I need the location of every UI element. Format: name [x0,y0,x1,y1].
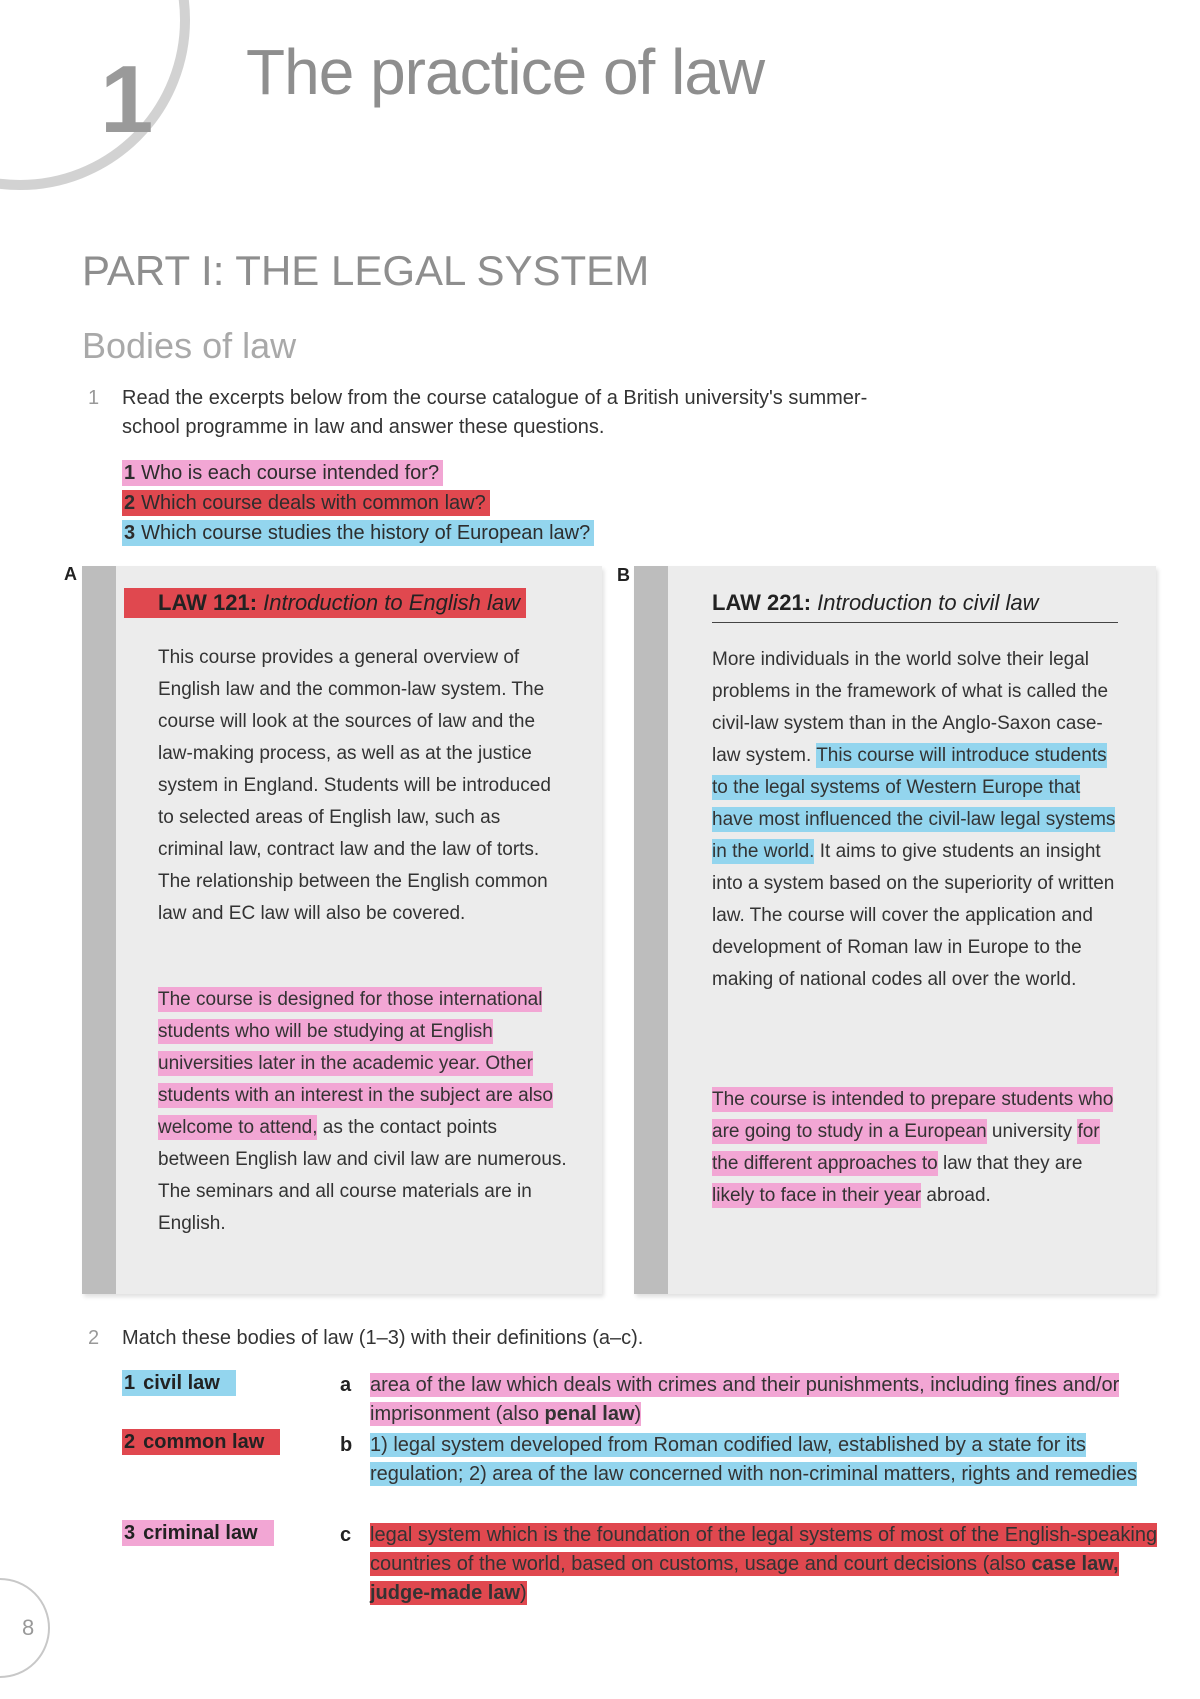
exercise-2-number: 2 [88,1327,100,1349]
definition-close: ) [634,1403,642,1425]
course-audience [712,1084,1122,1212]
term-number: 2 [124,1431,136,1453]
course-description: This course provides a general overview of English law and the common-law system. The course will look at the sources of law and the law-making process, as well as at the justice system in England. Students will be introduced to selected areas of English law, such as criminal law, contract law and the law of torts. The relationship between the English common law and EC law will also be covered. [158,647,551,924]
section-title: Bodies of law [82,325,297,366]
course-card-law-121 [82,566,602,1294]
card-strip [634,566,668,1294]
question-text: Who is each course intended for? [141,462,440,484]
question-number: 1 [124,462,136,484]
course-code: LAW 221: [712,590,812,615]
definition-body: area of the law which deals with crimes and their punishments, including fines and/or imprisonment (also [370,1374,1120,1425]
question-text: Which course studies the history of European law? [141,522,591,544]
plain-text: law that they are [937,1153,1083,1174]
definition-letter: b [340,1434,353,1456]
definition-term-bold: penal law [544,1403,635,1425]
definition-term-bold: case law, judge-made law [370,1553,1119,1604]
course-title-law-121 [124,588,526,618]
term-text: criminal law [143,1522,258,1544]
highlighted-text: The course is intended to prepare students who are going to study in a European [712,1089,1114,1142]
course-code: LAW 121: [158,590,258,615]
part-title: PART I: THE LEGAL SYSTEM [82,247,650,294]
highlighted-text: This course will introduce students to the legal systems of Western Europe that have most influenced the civil-law legal systems in the world. [712,745,1116,862]
definition-text [370,1373,1119,1426]
definition-b [340,1431,1160,1489]
plain-text: More individuals in the world solve their legal problems in the framework of what is called the civil-law system than in the Anglo-Saxon case-law system. [712,649,1109,766]
definition-body: legal system which is the foundation of the legal systems of most of the English-speaking countries of the world, based on customs, usage and court decisions (also [370,1524,1158,1575]
term-1 [122,1370,236,1396]
course-title-law-221 [712,588,1044,618]
question-1 [122,460,443,486]
question-2 [122,490,490,516]
definition-text: 1) legal system developed from Roman codified law, established by a state for its regulation; 2) area of the law concerned with non-criminal matters, rights and remedies [370,1434,1138,1485]
definition-letter: c [340,1524,352,1546]
term-text: common law [143,1431,265,1453]
definition-close: ) [520,1582,527,1604]
definition-c [340,1521,1160,1608]
question-3 [122,520,594,546]
plain-text: It aims to give students an insight into a system based on the superiority of written law. The course will cover the application and development of Roman law in Europe to the making of national codes all over the world. [712,841,1115,990]
card-strip [82,566,116,1294]
chapter-arc-decoration [0,0,190,190]
page-title: The practice of law [246,36,765,108]
course-name: Introduction to English law [263,590,520,615]
highlighted-text: for the different approaches to [712,1121,1100,1174]
course-card-law-221 [634,566,1156,1294]
term-number: 1 [124,1372,136,1394]
term-number: 3 [124,1522,136,1544]
exercise-1-number: 1 [88,387,100,409]
course-description [712,644,1122,996]
term-2 [122,1429,280,1455]
page-number: 8 [22,1615,35,1640]
plain-text: as the contact points between English law and civil law are numerous. The seminars and all course materials are in English. [158,1117,567,1234]
highlighted-text: The course is designed for those international students who will be studying at English universities later in the academic year. Other students with an interest in the subject are also welcome to attend, [158,989,554,1138]
plain-text: university [986,1121,1078,1142]
term-3 [122,1520,274,1546]
exercise-1-instruction: Read the excerpts below from the course catalogue of a British university's summer-school programme in law and answer these questions. [122,387,868,438]
term-text: civil law [143,1372,220,1394]
exercise-2-instruction: Match these bodies of law (1–3) with their definitions (a–c). [122,1327,644,1349]
highlighted-text: likely to face in their year [712,1185,922,1206]
title-underline [712,622,1118,623]
course-audience [158,984,568,1240]
definition-text [370,1523,1157,1605]
question-text: Which course deals with common law? [141,492,486,514]
question-number: 3 [124,522,136,544]
plain-text: abroad. [921,1185,991,1206]
question-number: 2 [124,492,136,514]
box-label-b: B [617,565,630,585]
definition-a [340,1371,1160,1429]
chapter-number: 1 [100,46,154,153]
box-label-a: A [64,564,77,584]
course-name: Introduction to civil law [817,590,1039,615]
definition-letter: a [340,1374,352,1396]
